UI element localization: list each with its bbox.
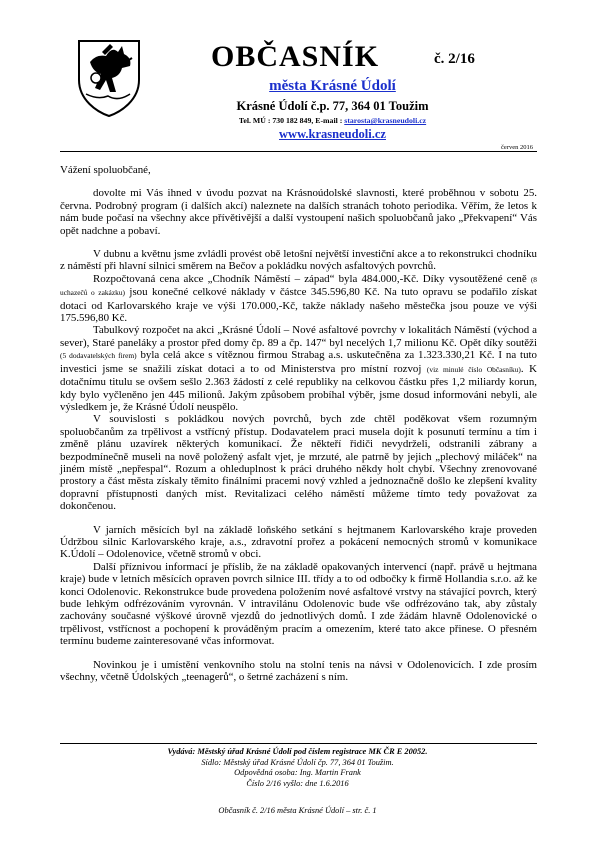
- greeting: Vážení spoluobčané,: [60, 164, 151, 176]
- paragraph-asphalt-text-3: . K dotačnímu titulu se ovšem sešlo 2.363 žádostí z celé republiky na celkovou částku přes 1,2 miliardy korun, kdy bylo vyčleněno jen 445 milionů. Jakým způsobem probíhal výběr, jsme dosud informováni nebyli, ale výsledkem je, že Krásné Údolí neuspělo.: [60, 362, 538, 413]
- paragraph-sidewalk-text-2: jsou konečné celkové náklady v částce 345.596,80 Kč. Na tuto opravu se podařilo získat dotaci od Karlovarského kraje ve výši 170.000,-Kč, takže náklady našeho městečka jsou pouze ve výši 175.596,80 Kč.: [60, 286, 537, 325]
- issue-date: červen 2016: [501, 144, 533, 151]
- paragraph-invitation: dovolte mi Vás ihned v úvodu pozvat na Krásnoúdolské slavnosti, které proběhnou v sobotu 25. června. Podrobný program (i dalších akcí) naleznete na dalších stranách tohoto periodika. Věřím, že letos k nám bude počasí na všechny akce přívětivější a další vystoupení našich spoluobčanů jako „Překvapení“ Vás opět nadchne a pobaví.: [60, 187, 537, 237]
- issue-number: č. 2/16: [434, 51, 475, 67]
- town-address: Krásné Údolí č.p. 77, 364 01 Toužim: [236, 99, 429, 113]
- page-footer: Občasník č. 2/16 města Krásné Údolí – str. č. 1: [218, 806, 377, 815]
- article-body: [60, 164, 537, 683]
- paragraph-asphalt-text-2: byla celá akce s vítěznou firmou Strabag a.s. uskutečněna za 1.323.330,21 Kč. I na tuto investici jsme se snažili získat dotaci a to od Ministerstva pro místní rozvoj: [60, 349, 537, 375]
- imprint: [0, 747, 595, 789]
- paragraph-road-repair: Další příznivou informací je příslib, že na základě opakovaných intervencí (např. právě u hejtmana kraje) bude v letních měsících opraven povrch silnice III. třídy a to od odbočky k firmě Hollandia s.r.o. až ke konci Odolenovic. Rekonstrukce bude provedena položením nové asfaltové vrstvy na stávající povrch, který bude lehkým odfrézováním vyrovnán. V intravilánu Odolenovic bude vše odfrézováno tak, aby zůstaly zachovány současné výškové úrovně vjezdů do jednotlivých domů. I zde žádám hlavně Odolenovické o trpělivost, vstřícnost a pochopení k prováděným pracím a omezením, které tato akce přinese. O přesném termínu budeme zainteresované včas informovat.: [60, 560, 537, 648]
- imprint-publisher: Vydává: Městský úřad Krásné Údolí pod číslem registrace MK ČR E 20052.: [167, 747, 428, 756]
- website-link[interactable]: www.krasneudoli.cz: [279, 127, 386, 141]
- paragraph-table-tennis: Novinkou je i umístění venkovního stolu na stolní tenis na návsi v Odolenovicích. I zde prosím všechny, včetně Údolských „teenagerů“, o šetrné zacházení s ním.: [60, 658, 537, 684]
- paragraph-asphalt-note-2: (viz minulé číslo Občasníku): [426, 364, 521, 374]
- town-subtitle-link[interactable]: města Krásné Údolí: [269, 78, 396, 94]
- paragraph-asphalt-text-1: Tabulkový rozpočet na akci „Krásné Údolí – Nové asfaltové povrchy v lokalitách Náměstí (východ a sever), Staré paneláky a prostor před domy čp. 89 a čp. 147“ byl necelých 1,7 milionu Kč. Opět díky soutěži: [60, 324, 537, 349]
- imprint-issue-date: Číslo 2/16 vyšlo: dne 1.6.2016: [246, 778, 349, 788]
- paragraph-asphalt-note-1: (5 dodavatelských firem): [60, 351, 137, 361]
- header-divider: [60, 151, 537, 152]
- paragraph-investments: V dubnu a květnu jsme zvládli provést obě letošní největší investiční akce a to rekonstrukci chodníku z náměstí při hlavní silnici směrem na Bečov a pokládku nových asfaltových povrchů.: [60, 248, 537, 273]
- paragraph-tree-pruning: V jarních měsících byl na základě loňského setkání s hejtmanem Karlovarského kraje proveden Údržbou silnic Karlovarského kraje, a.s., zdravotní prořez a pokácení nemocných stromů v komunikace K.Údolí – Odolenovice, včetně stromů v obci.: [60, 523, 537, 561]
- contact-line: [0, 116, 595, 125]
- paragraph-thanks: V souvislosti s pokládkou nových povrchů, bych zde chtěl poděkovat všem rozumným spoluobčanům za trpělivost a vstřícný přístup. Dodavatelem praci musela dojít k posunutí termínu a tím i změně plánu uzavírek některých komunikací. Že někteří řidiči nevydrželi, odstranili zábrany a bezpodmínečně museli na nově položený asfalt vjet, je mrzuté, ale patrně by jejich „plechový miláček“ na jiném místě „nepřespal“. Rozum a ohleduplnost k práci druhého někdy holt chybí. Všechny zrenovované prostory a část města získaly těmito finálními pracemi nový vzhled a jednoznačně došlo ke zlepšení kvality dopravní přístupnosti daných míst. Revitalizaci celého náměstí můžeme tímto tedy považovat za dokončenou.: [60, 413, 537, 513]
- imprint-seat: Sídlo: Městský úřad Krásné Údolí čp. 77, 364 01 Toužim.: [201, 757, 394, 767]
- footer-divider: [60, 743, 537, 744]
- imprint-responsible: Odpovědná osoba: Ing. Martin Frank: [234, 768, 361, 777]
- paragraph-sidewalk: [60, 273, 537, 325]
- contact-phone: Tel. MÚ : 730 182 849, E-mail :: [238, 116, 345, 125]
- paragraph-sidewalk-note: (8 uchazečů o zakázku): [60, 274, 537, 298]
- newsletter-title: OBČASNÍK: [211, 40, 380, 73]
- email-link[interactable]: starosta@krasneudoli.cz: [344, 116, 427, 125]
- paragraph-asphalt: [60, 324, 537, 413]
- paragraph-sidewalk-text-1: Rozpočtovaná cena akce „Chodník Náměstí – západ“ byla 484.000,-Kč. Díky vysoutěžené ceně: [93, 272, 531, 285]
